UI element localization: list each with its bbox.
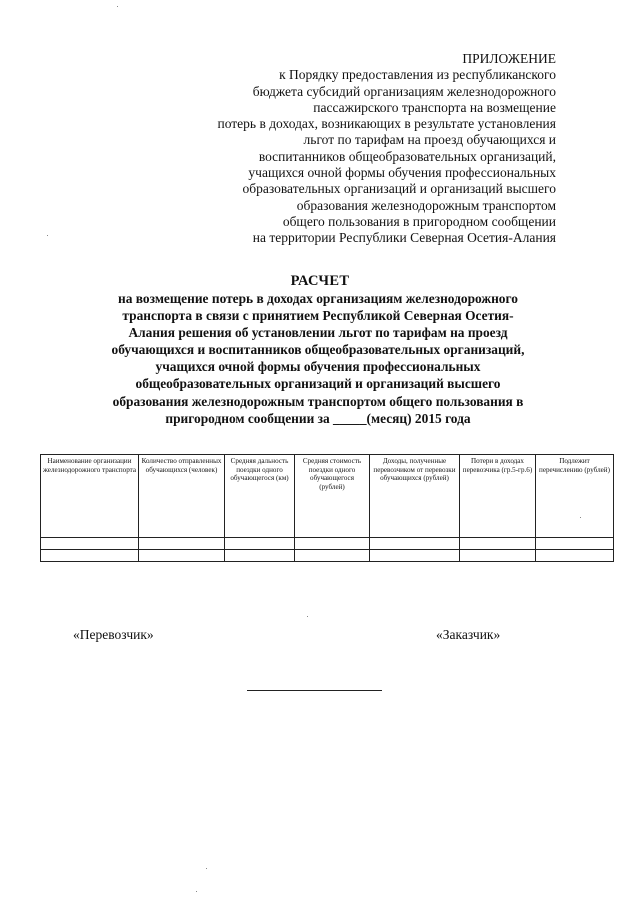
column-header: Средняя дальность поездки одного обучающегося (км) <box>225 455 295 538</box>
appendix-line: на территории Республики Северная Осетия-Алания <box>252 230 556 246</box>
table-cell <box>536 550 614 562</box>
appendix-line: пассажирского транспорта на возмещение <box>313 99 556 115</box>
appendix-line: образования железнодорожным транспортом <box>296 197 556 213</box>
scan-speck <box>307 616 308 617</box>
column-header: Наименование организации железнодорожного транспорта <box>41 455 139 538</box>
appendix-line: общего пользования в пригородном сообщении <box>282 213 556 229</box>
subtitle-line: образования железнодорожным транспортом общего пользования в <box>112 393 524 409</box>
subtitle-line: транспорта в связи с принятием Республикой Северная Осетия- <box>122 308 514 324</box>
subtitle-line: Алания решения об установлении льгот по тарифам на проезд <box>128 325 508 341</box>
appendix-line: учащихся очной формы обучения профессиональных <box>248 165 556 181</box>
table-cell <box>41 550 139 562</box>
table-header-row <box>41 455 614 538</box>
appendix-line: потерь в доходах, возникающих в результате установления <box>217 116 556 132</box>
table-cell <box>370 550 460 562</box>
scan-speck <box>580 517 581 518</box>
appendix-title: ПРИЛОЖЕНИЕ <box>462 51 556 66</box>
table-cell <box>370 538 460 550</box>
table-row <box>41 550 614 562</box>
column-header: Доходы, полученные перевозчиком от перевозки обучающихся (рублей) <box>370 455 460 538</box>
table-cell <box>225 538 295 550</box>
appendix-line: к Порядку предоставления из республиканского <box>279 67 556 83</box>
calculation-title: РАСЧЕТ <box>290 273 350 289</box>
subtitle-line: обучающихся и воспитанников общеобразовательных организаций, <box>111 342 525 358</box>
column-header: Подлежит перечислению (рублей) <box>536 455 614 538</box>
table-cell <box>295 550 370 562</box>
scan-speck <box>117 6 118 7</box>
appendix-line: образовательных организаций и организаций высшего <box>242 181 556 197</box>
subtitle-line: общеобразовательных организаций и организаций высшего <box>135 376 501 392</box>
table-cell <box>139 550 225 562</box>
scan-speck <box>196 891 197 892</box>
appendix-line: воспитанников общеобразовательных организаций, <box>258 148 556 164</box>
table-row <box>41 538 614 550</box>
table-cell <box>41 538 139 550</box>
table-cell <box>460 538 536 550</box>
column-header: Потери в доходах перевозчика (гр.5-гр.6) <box>460 455 536 538</box>
table-cell <box>295 538 370 550</box>
table-cell <box>536 538 614 550</box>
subtitle-line: учащихся очной формы обучения профессиональных <box>155 359 481 375</box>
customer-signature-label: «Заказчик» <box>436 627 501 642</box>
column-header: Количество отправленных обучающихся (человек) <box>139 455 225 538</box>
table-cell <box>225 550 295 562</box>
calculation-table <box>40 454 614 562</box>
carrier-signature-label: «Перевозчик» <box>73 627 154 642</box>
column-header: Средняя стоимость поездки одного обучающегося (рублей) <box>295 455 370 538</box>
table-cell <box>460 550 536 562</box>
subtitle-line: на возмещение потерь в доходах организациям железнодорожного <box>118 291 518 306</box>
appendix-line: бюджета субсидий организациям железнодорожного <box>252 83 556 99</box>
appendix-line: льгот по тарифам на проезд обучающихся и <box>303 132 556 148</box>
subtitle-line: пригородном сообщении за _____(месяц) 2015 года <box>165 410 471 426</box>
calculation-subtitle <box>58 290 578 427</box>
scan-speck <box>47 235 48 236</box>
appendix-header <box>214 51 556 247</box>
scan-speck <box>206 868 207 869</box>
signature-line <box>247 690 382 691</box>
table-cell <box>139 538 225 550</box>
